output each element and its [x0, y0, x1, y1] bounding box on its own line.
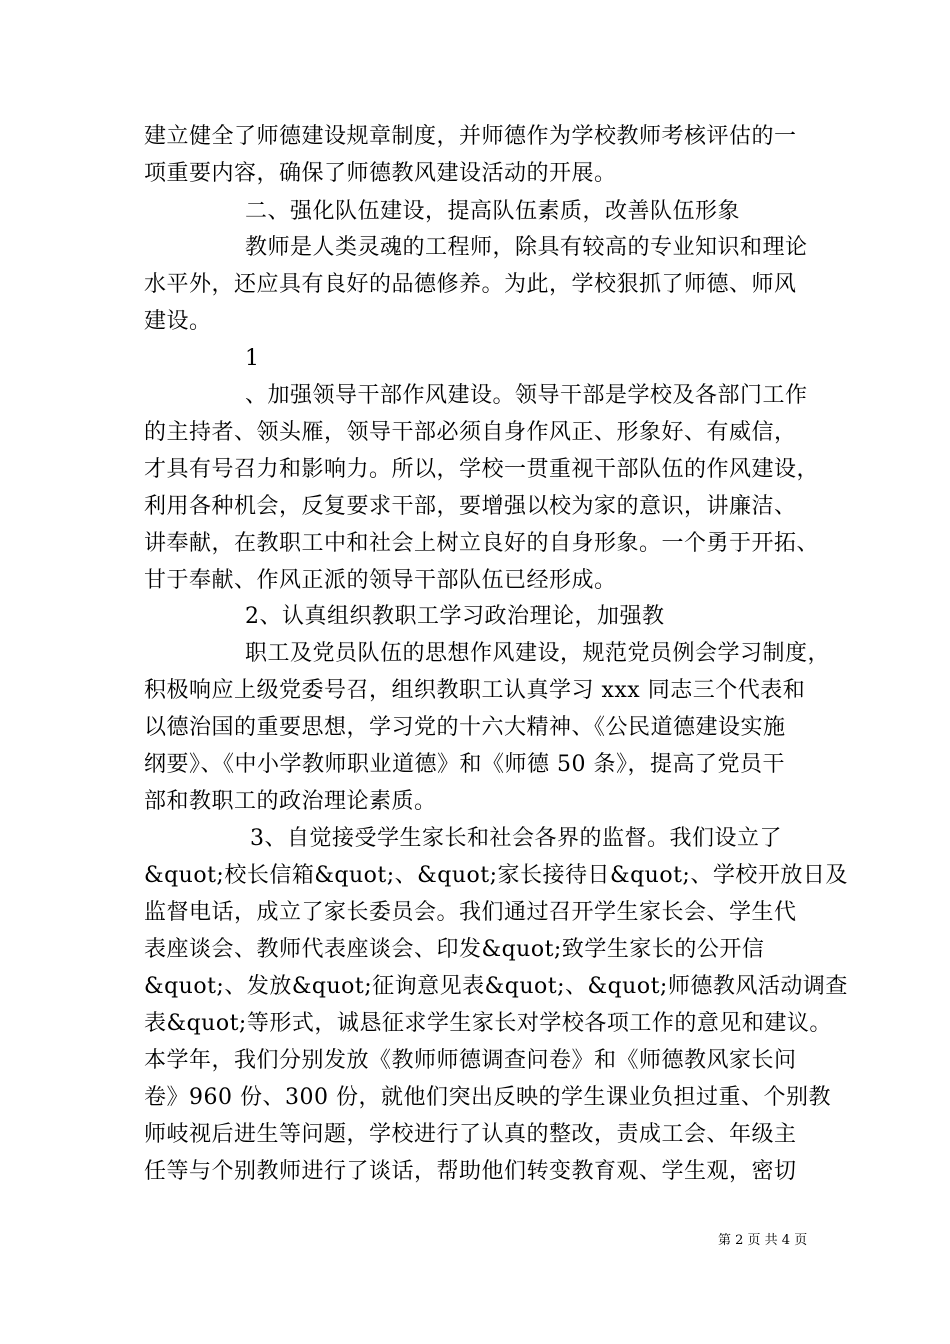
text-line: 本学年，我们分别发放《教师师德调查问卷》和《师德教风家长问 — [144, 1048, 797, 1073]
text-line: 师岐视后进生等问题，学校进行了认真的整改，责成工会、年级主 — [144, 1122, 797, 1147]
text-line: &quot;、发放&quot;征询意见表&quot;、&quot;师德教风活动调查 — [144, 974, 848, 999]
list-number: 1 — [245, 346, 260, 371]
text-line: 部和教职工的政治理论素质。 — [144, 789, 437, 814]
text-line: 甘于奉献、作风正派的领导干部队伍已经形成。 — [144, 568, 617, 593]
text-line: 以德治国的重要思想，学习党的十六大精神、《公民道德建设实施 — [144, 715, 786, 740]
text-line: 职工及党员队伍的思想作风建设，规范党员例会学习制度， — [245, 641, 831, 666]
text-line: 卷》960 份、300 份，就他们突出反映的学生课业负担过重、个别教 — [144, 1085, 831, 1110]
text-line: 、加强领导干部作风建设。领导干部是学校及各部门工作 — [245, 383, 808, 408]
text-line: 的主持者、领头雁，领导干部必须自身作风正、形象好、有威信， — [144, 420, 797, 445]
text-line: 建设。 — [144, 309, 212, 334]
text-line: 才具有号召力和影响力。所以，学校一贯重视干部队伍的作风建设， — [144, 457, 820, 482]
text-line: 积极响应上级党委号召，组织教职工认真学习 xxx 同志三个代表和 — [144, 678, 806, 703]
text-line: 项重要内容，确保了师德教风建设活动的开展。 — [144, 161, 617, 186]
text-line: 监督电话，成立了家长委员会。我们通过召开学生家长会、学生代 — [144, 900, 797, 925]
text-line: 水平外，还应具有良好的品德修养。为此，学校狠抓了师德、师风 — [144, 272, 797, 297]
text-line: 任等与个别教师进行了谈话，帮助他们转变教育观、学生观，密切 — [144, 1159, 797, 1184]
text-line: 表&quot;等形式，诚恳征求学生家长对学校各项工作的意见和建议。 — [144, 1011, 832, 1036]
text-line: 3、自觉接受学生家长和社会各界的监督。我们设立了 — [250, 826, 782, 851]
text-line: 表座谈会、教师代表座谈会、印发&quot;致学生家长的公开信 — [144, 937, 765, 962]
page-footer: 第 2 页 共 4 页 — [718, 1233, 808, 1248]
section-heading: 二、强化队伍建设，提高队伍素质，改善队伍形象 — [245, 199, 741, 224]
text-line: 2、认真组织教职工学习政治理论，加强教 — [245, 604, 665, 629]
text-line: 建立健全了师德建设规章制度，并师德作为学校教师考核评估的一 — [144, 124, 797, 149]
text-line: &quot;校长信箱&quot;、&quot;家长接待日&quot;、学校开放日及 — [144, 863, 848, 888]
text-line: 纲要》、《中小学教师职业道德》和《师德 50 条》，提高了党员干 — [144, 752, 785, 777]
text-line: 教师是人类灵魂的工程师，除具有较高的专业知识和理论 — [245, 235, 808, 260]
text-line: 利用各种机会，反复要求干部，要增强以校为家的意识，讲廉洁、 — [144, 494, 797, 519]
text-line: 讲奉献，在教职工中和社会上树立良好的自身形象。一个勇于开拓、 — [144, 531, 820, 556]
